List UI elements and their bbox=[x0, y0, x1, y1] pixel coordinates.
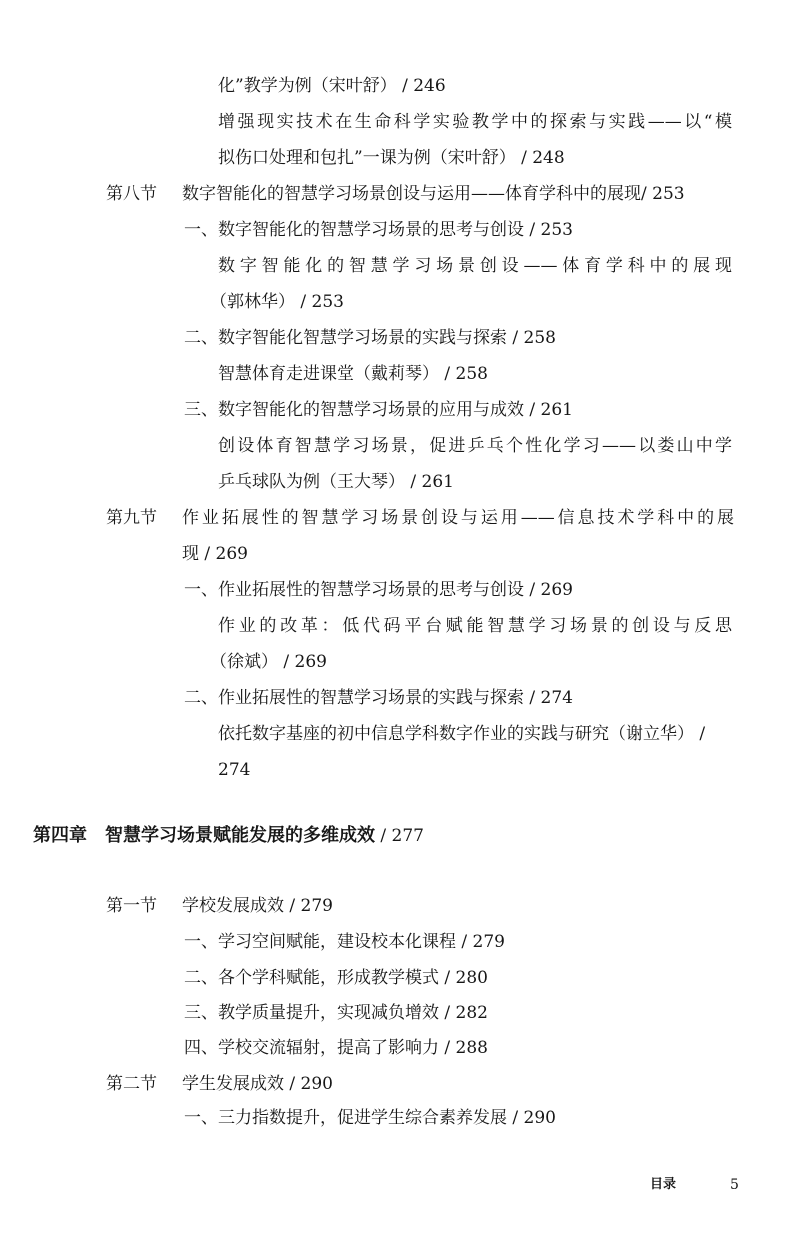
toc-entry: 智慧体育走进课堂（戴莉琴） / 258 bbox=[218, 364, 488, 384]
subsection-title: 二、数字智能化智慧学习场景的实践与探索 / 258 bbox=[184, 328, 556, 348]
section-title: 作业拓展性的智慧学习场景创设与运用——信息技术学科中的展 bbox=[182, 508, 734, 528]
section-label: 第九节 bbox=[106, 508, 157, 528]
subsection-title: 三、数字智能化的智慧学习场景的应用与成效 / 261 bbox=[184, 400, 573, 420]
toc-entry: 拟伤口处理和包扎”一课为例（宋叶舒） / 248 bbox=[218, 148, 565, 168]
toc-entry: 乒乓球队为例（王大琴） / 261 bbox=[218, 472, 454, 492]
toc-entry: 创设体育智慧学习场景，促进乒乓个性化学习——以娄山中学 bbox=[218, 436, 732, 456]
subsection-title: 三、教学质量提升，实现减负增效 / 282 bbox=[184, 1003, 488, 1023]
section-label: 第二节 bbox=[106, 1074, 157, 1094]
section-title: 数字智能化的智慧学习场景创设与运用——体育学科中的展现/ 253 bbox=[182, 184, 685, 204]
chapter-title-text: 第四章 智慧学习场景赋能发展的多维成效 bbox=[33, 825, 375, 846]
section-title: 学校发展成效 / 279 bbox=[182, 896, 333, 916]
subsection-title: 二、各个学科赋能，形成教学模式 / 280 bbox=[184, 968, 488, 988]
chapter-page: / 277 bbox=[375, 826, 424, 846]
subsection-title: 一、三力指数提升，促进学生综合素养发展 / 290 bbox=[184, 1108, 556, 1128]
section-label: 第一节 bbox=[106, 896, 157, 916]
subsection-title: 二、作业拓展性的智慧学习场景的实践与探索 / 274 bbox=[184, 688, 573, 708]
subsection-title: 一、数字智能化的智慧学习场景的思考与创设 / 253 bbox=[184, 220, 573, 240]
section-title: 现 / 269 bbox=[182, 544, 248, 564]
toc-entry: 增强现实技术在生命科学实验教学中的探索与实践——以“模 bbox=[218, 112, 732, 132]
toc-entry: （徐斌） / 269 bbox=[210, 652, 327, 672]
toc-entry: （郭林华） / 253 bbox=[210, 292, 344, 312]
toc-entry: 化”教学为例（宋叶舒） / 246 bbox=[218, 76, 446, 96]
chapter-title bbox=[33, 823, 424, 849]
subsection-title: 一、作业拓展性的智慧学习场景的思考与创设 / 269 bbox=[184, 580, 573, 600]
section-label: 第八节 bbox=[106, 184, 157, 204]
toc-entry: 数字智能化的智慧学习场景创设——体育学科中的展现 bbox=[218, 256, 732, 276]
toc-entry: 274 bbox=[218, 760, 251, 780]
footer-label: 目录 bbox=[650, 1177, 677, 1192]
subsection-title: 四、学校交流辐射，提高了影响力 / 288 bbox=[184, 1038, 488, 1058]
toc-entry: 依托数字基座的初中信息学科数字作业的实践与研究（谢立华） / bbox=[218, 724, 706, 744]
section-title: 学生发展成效 / 290 bbox=[182, 1074, 333, 1094]
toc-entry: 作业的改革：低代码平台赋能智慧学习场景的创设与反思 bbox=[218, 616, 732, 636]
page-number: 5 bbox=[730, 1177, 739, 1193]
subsection-title: 一、学习空间赋能，建设校本化课程 / 279 bbox=[184, 932, 505, 952]
